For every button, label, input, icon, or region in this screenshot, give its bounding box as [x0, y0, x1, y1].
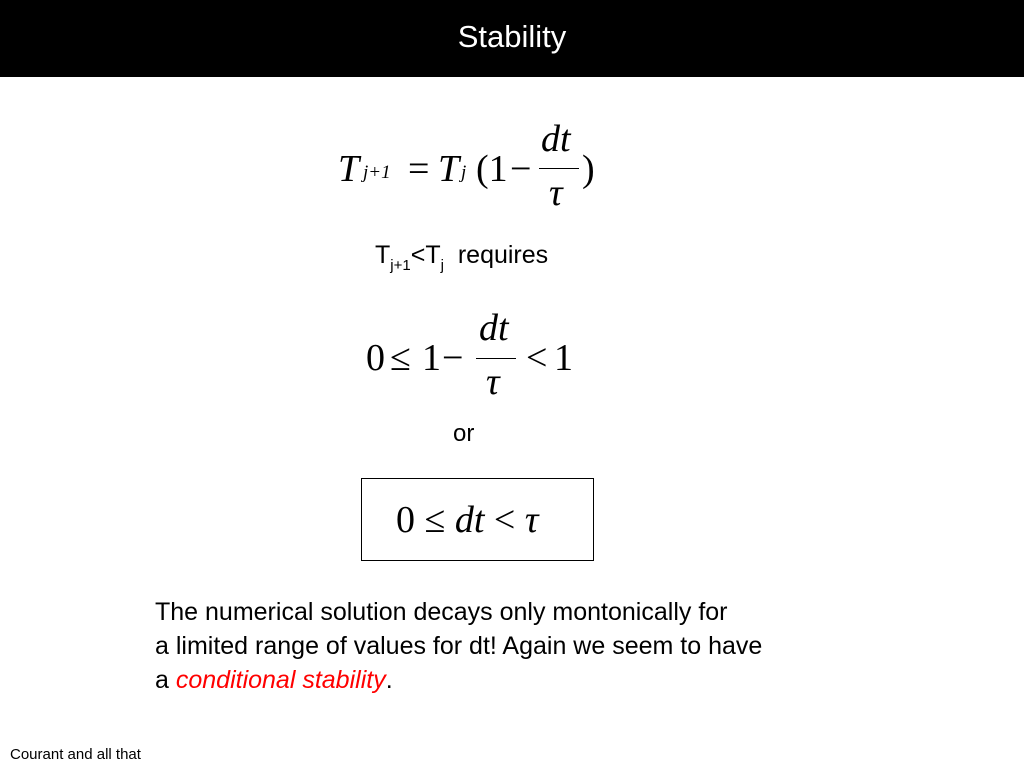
box-zero: 0	[396, 499, 415, 541]
eq2-denominator: τ	[486, 361, 500, 403]
eq1-lhs-subscript-text: j+1	[363, 162, 391, 183]
paragraph-line-2: a limited range of values for dt! Again we seem to have	[155, 632, 763, 660]
condition-lt: <T	[410, 241, 441, 269]
eq1-rhs-subscript: j	[461, 162, 467, 183]
boxed-result	[361, 478, 594, 561]
condition-lhs: T	[375, 241, 391, 269]
condition-word: requires	[457, 241, 549, 269]
condition-rhs-subscript: j	[440, 257, 444, 274]
boxed-equation	[396, 498, 538, 542]
box-tau: τ	[524, 499, 539, 541]
eq1-lhs-subscript	[363, 162, 391, 184]
title-bar	[0, 0, 1024, 77]
condition-statement	[375, 241, 549, 274]
eq1-minus: −	[510, 148, 532, 190]
paragraph-line-1: The numerical solution decays only montonically for	[155, 598, 728, 626]
eq2-lt: <	[526, 337, 548, 379]
eq2-numerator: dt	[479, 307, 509, 349]
update-equation	[338, 118, 608, 216]
eq2-fraction-bar	[476, 358, 516, 359]
eq1-rhs-symbol: T	[438, 148, 460, 190]
eq2-minus: −	[442, 337, 464, 379]
box-lt: <	[493, 499, 516, 541]
eq1-lhs-symbol: T	[338, 148, 360, 190]
paragraph-line-3	[155, 663, 915, 697]
paragraph-line-3-suffix: .	[385, 666, 393, 694]
slide-title: Stability	[457, 18, 567, 54]
slide-footer: Courant and all that	[10, 746, 141, 763]
eq2-right: 1	[554, 337, 573, 379]
eq2-zero: 0	[366, 337, 385, 379]
eq2-leq: ≤	[390, 337, 411, 379]
connector-or: or	[453, 420, 475, 447]
paragraph-line-3-prefix: a	[155, 666, 176, 694]
explanation-paragraph	[155, 595, 915, 697]
eq1-denominator: τ	[549, 172, 563, 214]
eq1-close-paren: )	[582, 148, 595, 190]
eq1-fraction-bar	[539, 168, 579, 169]
condition-lhs-subscript: j+1	[390, 257, 411, 274]
eq1-equals: =	[408, 148, 430, 190]
inequality-equation	[366, 307, 586, 410]
eq2-one: 1	[422, 337, 441, 379]
eq1-open-paren: (1	[476, 148, 508, 190]
eq1-numerator: dt	[541, 118, 571, 160]
box-dt: dt	[454, 499, 485, 541]
box-leq: ≤	[424, 499, 446, 541]
highlighted-term: conditional stability	[175, 666, 386, 694]
